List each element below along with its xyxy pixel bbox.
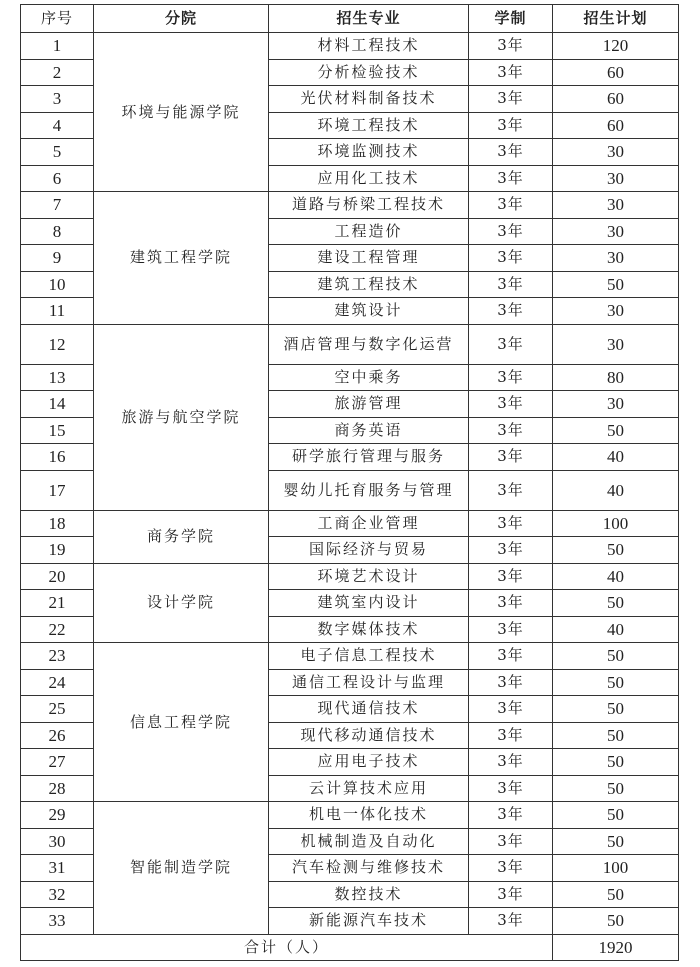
row-seq: 5 xyxy=(21,139,94,166)
row-duration: 3年 xyxy=(469,470,553,510)
row-duration: 3年 xyxy=(469,722,553,749)
row-major: 应用化工技术 xyxy=(269,165,469,192)
row-duration: 3年 xyxy=(469,298,553,325)
row-duration: 3年 xyxy=(469,643,553,670)
table-row xyxy=(21,802,679,829)
row-seq: 20 xyxy=(21,563,94,590)
total-row xyxy=(21,934,679,960)
table-header-row xyxy=(21,5,679,33)
row-duration: 3年 xyxy=(469,749,553,776)
row-duration: 3年 xyxy=(469,775,553,802)
row-major: 环境艺术设计 xyxy=(269,563,469,590)
table-row xyxy=(21,192,679,219)
college-cell: 智能制造学院 xyxy=(94,802,269,935)
row-plan: 40 xyxy=(553,563,679,590)
row-seq: 27 xyxy=(21,749,94,776)
row-major: 汽车检测与维修技术 xyxy=(269,855,469,882)
row-seq: 4 xyxy=(21,112,94,139)
college-cell: 建筑工程学院 xyxy=(94,192,269,325)
row-seq: 14 xyxy=(21,391,94,418)
row-major: 新能源汽车技术 xyxy=(269,908,469,935)
row-major: 光伏材料制备技术 xyxy=(269,86,469,113)
row-plan: 80 xyxy=(553,364,679,391)
college-cell: 设计学院 xyxy=(94,563,269,643)
row-major: 现代通信技术 xyxy=(269,696,469,723)
row-plan: 50 xyxy=(553,590,679,617)
row-seq: 32 xyxy=(21,881,94,908)
row-major: 工程造价 xyxy=(269,218,469,245)
row-major: 环境监测技术 xyxy=(269,139,469,166)
row-plan: 100 xyxy=(553,510,679,537)
row-plan: 30 xyxy=(553,324,679,364)
row-seq: 22 xyxy=(21,616,94,643)
row-major: 环境工程技术 xyxy=(269,112,469,139)
college-cell: 商务学院 xyxy=(94,510,269,563)
row-seq: 29 xyxy=(21,802,94,829)
row-duration: 3年 xyxy=(469,364,553,391)
row-plan: 40 xyxy=(553,470,679,510)
row-major: 现代移动通信技术 xyxy=(269,722,469,749)
row-duration: 3年 xyxy=(469,112,553,139)
row-seq: 6 xyxy=(21,165,94,192)
row-major: 数字媒体技术 xyxy=(269,616,469,643)
row-seq: 17 xyxy=(21,470,94,510)
row-major: 婴幼儿托育服务与管理 xyxy=(269,470,469,510)
row-plan: 60 xyxy=(553,59,679,86)
college-cell: 环境与能源学院 xyxy=(94,33,269,192)
row-seq: 7 xyxy=(21,192,94,219)
row-major: 机械制造及自动化 xyxy=(269,828,469,855)
row-major: 酒店管理与数字化运营 xyxy=(269,324,469,364)
row-seq: 9 xyxy=(21,245,94,272)
row-duration: 3年 xyxy=(469,669,553,696)
table-body xyxy=(21,33,679,935)
row-major: 建筑设计 xyxy=(269,298,469,325)
header-seq: 序号 xyxy=(21,5,94,33)
row-duration: 3年 xyxy=(469,245,553,272)
header-plan: 招生计划 xyxy=(553,5,679,33)
row-major: 云计算技术应用 xyxy=(269,775,469,802)
row-duration: 3年 xyxy=(469,218,553,245)
row-plan: 50 xyxy=(553,749,679,776)
row-seq: 18 xyxy=(21,510,94,537)
row-duration: 3年 xyxy=(469,855,553,882)
row-duration: 3年 xyxy=(469,802,553,829)
row-plan: 30 xyxy=(553,245,679,272)
row-major: 旅游管理 xyxy=(269,391,469,418)
row-duration: 3年 xyxy=(469,616,553,643)
row-plan: 50 xyxy=(553,696,679,723)
row-major: 工商企业管理 xyxy=(269,510,469,537)
row-seq: 11 xyxy=(21,298,94,325)
row-major: 建筑室内设计 xyxy=(269,590,469,617)
row-plan: 50 xyxy=(553,669,679,696)
row-plan: 30 xyxy=(553,298,679,325)
row-duration: 3年 xyxy=(469,537,553,564)
row-duration: 3年 xyxy=(469,324,553,364)
row-duration: 3年 xyxy=(469,908,553,935)
row-seq: 3 xyxy=(21,86,94,113)
table-row xyxy=(21,643,679,670)
row-major: 研学旅行管理与服务 xyxy=(269,444,469,471)
row-plan: 50 xyxy=(553,908,679,935)
row-seq: 28 xyxy=(21,775,94,802)
row-plan: 50 xyxy=(553,828,679,855)
row-plan: 40 xyxy=(553,444,679,471)
row-seq: 8 xyxy=(21,218,94,245)
row-major: 建筑工程技术 xyxy=(269,271,469,298)
row-seq: 13 xyxy=(21,364,94,391)
row-major: 建设工程管理 xyxy=(269,245,469,272)
row-duration: 3年 xyxy=(469,828,553,855)
row-duration: 3年 xyxy=(469,563,553,590)
row-plan: 50 xyxy=(553,271,679,298)
row-duration: 3年 xyxy=(469,444,553,471)
college-cell: 旅游与航空学院 xyxy=(94,324,269,510)
row-plan: 30 xyxy=(553,165,679,192)
header-college: 分院 xyxy=(94,5,269,33)
table-row xyxy=(21,563,679,590)
row-duration: 3年 xyxy=(469,165,553,192)
total-label: 合计（人） xyxy=(21,934,553,960)
row-major: 材料工程技术 xyxy=(269,33,469,60)
table-row xyxy=(21,324,679,364)
row-plan: 60 xyxy=(553,86,679,113)
table-row xyxy=(21,510,679,537)
row-major: 道路与桥梁工程技术 xyxy=(269,192,469,219)
row-seq: 33 xyxy=(21,908,94,935)
row-major: 国际经济与贸易 xyxy=(269,537,469,564)
row-seq: 10 xyxy=(21,271,94,298)
row-seq: 24 xyxy=(21,669,94,696)
row-seq: 16 xyxy=(21,444,94,471)
row-plan: 30 xyxy=(553,139,679,166)
row-duration: 3年 xyxy=(469,590,553,617)
row-seq: 1 xyxy=(21,33,94,60)
row-plan: 50 xyxy=(553,722,679,749)
row-major: 机电一体化技术 xyxy=(269,802,469,829)
row-seq: 15 xyxy=(21,417,94,444)
row-plan: 100 xyxy=(553,855,679,882)
row-major: 分析检验技术 xyxy=(269,59,469,86)
row-seq: 19 xyxy=(21,537,94,564)
row-plan: 30 xyxy=(553,192,679,219)
row-plan: 30 xyxy=(553,391,679,418)
enrollment-plan-table xyxy=(20,4,679,961)
row-duration: 3年 xyxy=(469,192,553,219)
table-row xyxy=(21,33,679,60)
row-plan: 120 xyxy=(553,33,679,60)
row-duration: 3年 xyxy=(469,510,553,537)
row-duration: 3年 xyxy=(469,696,553,723)
row-plan: 50 xyxy=(553,417,679,444)
row-major: 应用电子技术 xyxy=(269,749,469,776)
row-major: 电子信息工程技术 xyxy=(269,643,469,670)
row-duration: 3年 xyxy=(469,86,553,113)
row-duration: 3年 xyxy=(469,139,553,166)
row-seq: 21 xyxy=(21,590,94,617)
row-seq: 12 xyxy=(21,324,94,364)
row-seq: 26 xyxy=(21,722,94,749)
header-duration: 学制 xyxy=(469,5,553,33)
college-cell: 信息工程学院 xyxy=(94,643,269,802)
total-plan: 1920 xyxy=(553,934,679,960)
row-seq: 30 xyxy=(21,828,94,855)
row-major: 商务英语 xyxy=(269,417,469,444)
row-major: 通信工程设计与监理 xyxy=(269,669,469,696)
row-major: 数控技术 xyxy=(269,881,469,908)
row-seq: 31 xyxy=(21,855,94,882)
row-plan: 40 xyxy=(553,616,679,643)
row-duration: 3年 xyxy=(469,271,553,298)
row-seq: 23 xyxy=(21,643,94,670)
row-duration: 3年 xyxy=(469,59,553,86)
row-plan: 50 xyxy=(553,881,679,908)
row-plan: 50 xyxy=(553,537,679,564)
row-plan: 50 xyxy=(553,775,679,802)
row-major: 空中乘务 xyxy=(269,364,469,391)
header-major: 招生专业 xyxy=(269,5,469,33)
row-duration: 3年 xyxy=(469,417,553,444)
row-plan: 50 xyxy=(553,802,679,829)
row-duration: 3年 xyxy=(469,881,553,908)
row-seq: 2 xyxy=(21,59,94,86)
row-duration: 3年 xyxy=(469,33,553,60)
row-plan: 30 xyxy=(553,218,679,245)
row-seq: 25 xyxy=(21,696,94,723)
row-plan: 60 xyxy=(553,112,679,139)
row-duration: 3年 xyxy=(469,391,553,418)
row-plan: 50 xyxy=(553,643,679,670)
